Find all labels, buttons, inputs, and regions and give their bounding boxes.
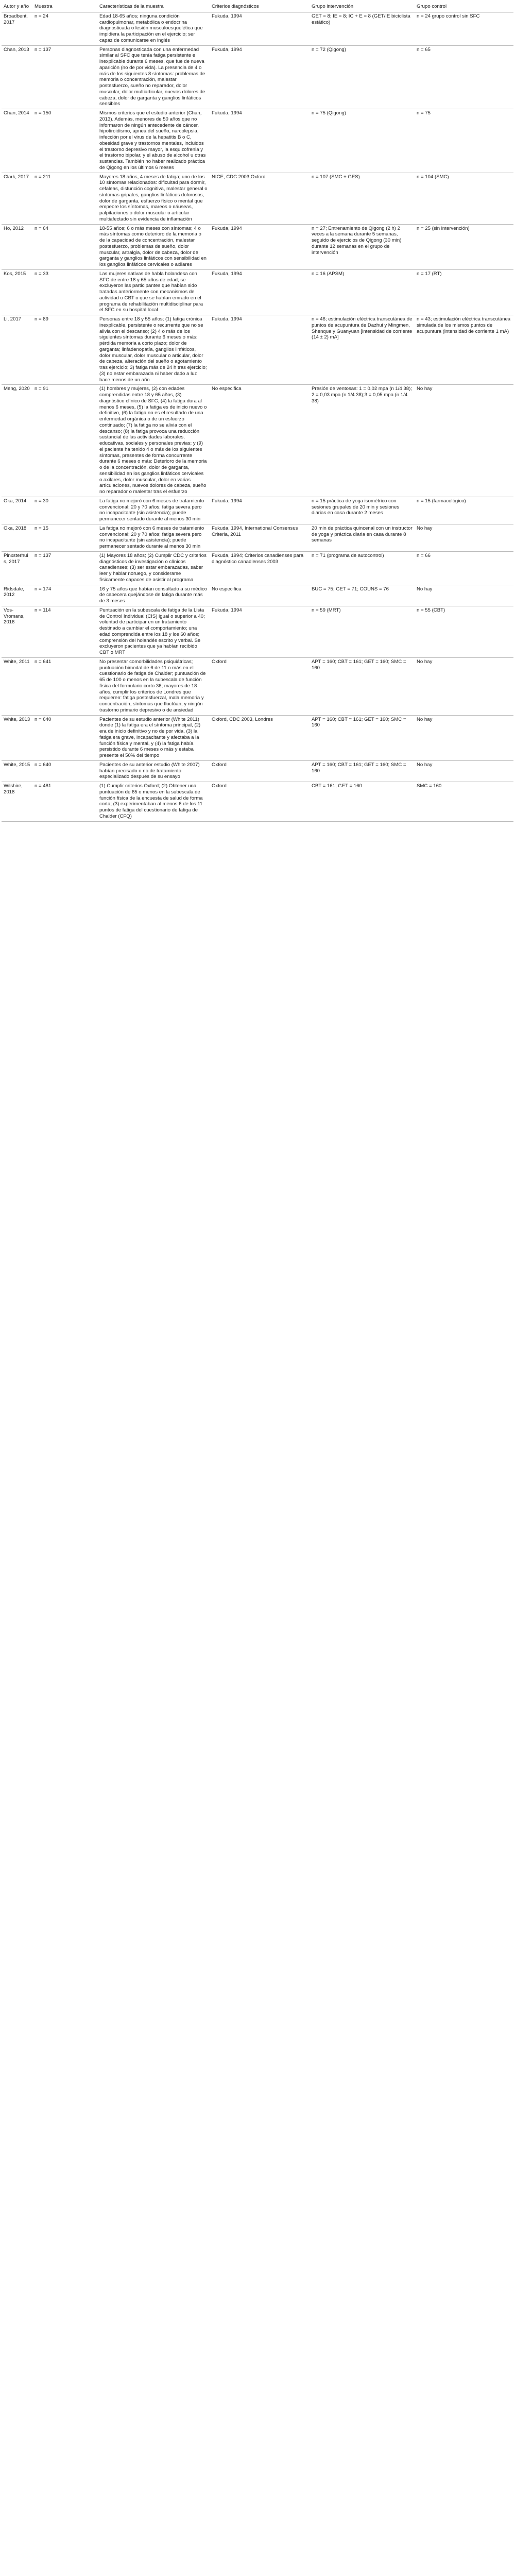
cell-characteristics: Edad 18-65 años; ninguna condición cardiopulmonar, metabólica o endocrina diagnosticada o lesión musculoesquelética que impidiera la participación en el ejercicio; ser capaz de comunicarse en inglés xyxy=(97,12,210,45)
cell-characteristics: Personas entre 18 y 55 años; (1) fatiga crónica inexplicable, persistente o recurrente que no se alivia con el descanso; (2) 4 o más de los siguientes síntomas durante 6 meses o más: pérdida memoria a corto plazo; dolor de garganta; linfadenopatía, ganglios linfáticos, dolor muscular, dolor muscular o articular, dolor de cabeza, alteración del sueño o agotamiento tras ejercicio; 3) fatiga más de 24 h tras ejercicio; (3) no estar embarazada ni haber dado a luz hace menos de un año xyxy=(97,315,210,385)
cell-criteria: NICE, CDC 2003;Oxford xyxy=(210,173,310,224)
cell-control: No hay xyxy=(415,657,513,715)
document-page xyxy=(2,2,513,822)
cell-characteristics: (1) hombres y mujeres, (2) con edades comprendidas entre 18 y 65 años, (3) diagnóstico clínico de SFC, (4) la fatiga dura al menos 6 meses, (5) la fatiga es de inicio nuevo o definitivo, (6) la fatiga no es el resultado de una enfermedad orgánica o de un esfuerzo continuado; (7) la fatiga no se alivia con el descanso; (8) la fatiga provoca una reducción sustancial de las actividades laborales, educativas, sociales y personales previas; y (9) el paciente ha tenido 4 o más de los siguientes síntomas, presentes de forma concurrente durante 6 meses o más: Deterioro de la memoria o de la concentración, dolor de garganta, sensibilidad en los ganglios linfáticos cervicales o axilares, dolor muscular, dolor en varias articulaciones, nuevos dolores de cabeza, sueño no reparador o malestar tras el esfuerzo xyxy=(97,385,210,497)
cell-sample: n = 640 xyxy=(32,760,97,782)
cell-author: Broadbent, 2017 xyxy=(2,12,32,45)
cell-criteria: Fukuda, 1994 xyxy=(210,315,310,385)
cell-sample: n = 91 xyxy=(32,385,97,497)
cell-intervention: n = 16 (APSM) xyxy=(310,269,415,315)
studies-table xyxy=(2,2,513,822)
cell-control: n = 66 xyxy=(415,551,513,585)
cell-intervention: n = 107 (SMC + GES) xyxy=(310,173,415,224)
cell-control: n = 55 (CBT) xyxy=(415,606,513,657)
cell-sample: n = 137 xyxy=(32,45,97,109)
cell-author: Ho, 2012 xyxy=(2,224,32,269)
cell-control: n = 43; estimulación eléctrica transcutánea simulada de los mismos puntos de acupuntura (intensidad de corriente 1 mA) xyxy=(415,315,513,385)
cell-criteria: Fukuda, 1994 xyxy=(210,12,310,45)
cell-author: Ridsdale, 2012 xyxy=(2,585,32,606)
cell-characteristics: Personas diagnosticada con una enfermedad similar al SFC que tenía fatiga persistente e inexplicable durante 6 meses, que fue de nueva aparición (no de por vida). La presencia de 4 o más de los siguientes 8 síntomas: problemas de memoria o concentración, malestar postesfuerzo, sueño no reparador, dolor muscular, dolor multiarticular, nuevos dolores de cabeza, dolor de garganta y ganglios linfáticos sensibles xyxy=(97,45,210,109)
cell-criteria: Fukuda, 1994 xyxy=(210,269,310,315)
cell-criteria: Oxford xyxy=(210,657,310,715)
cell-criteria: Fukuda, 1994 xyxy=(210,606,310,657)
header-criteria: Criterios diagnósticos xyxy=(210,2,310,12)
cell-intervention: n = 72 (Qigong) xyxy=(310,45,415,109)
cell-intervention: 20 min de práctica quincenal con un instructor de yoga y práctica diaria en casa durante 8 semanas xyxy=(310,524,415,551)
table-row xyxy=(2,657,513,715)
cell-intervention: n = 46; estimulación eléctrica transcutánea de puntos de acupuntura de Dazhui y Mingmen, Shenque y Guanyuan [intensidad de corriente (14 ± 2) mA] xyxy=(310,315,415,385)
cell-sample: n = 481 xyxy=(32,782,97,822)
cell-control: n = 15 (farmacológico) xyxy=(415,497,513,524)
cell-intervention: n = 75 (Qigong) xyxy=(310,109,415,173)
header-sample: Muestra xyxy=(32,2,97,12)
cell-intervention: APT = 160; CBT = 161; GET = 160; SMC = 160 xyxy=(310,760,415,782)
cell-control: n = 25 (sin intervención) xyxy=(415,224,513,269)
cell-criteria: Oxford xyxy=(210,760,310,782)
cell-criteria: No especifica xyxy=(210,385,310,497)
cell-criteria: Fukuda, 1994 xyxy=(210,497,310,524)
table-row xyxy=(2,269,513,315)
cell-sample: n = 211 xyxy=(32,173,97,224)
cell-control: n = 17 (RT) xyxy=(415,269,513,315)
table-row xyxy=(2,385,513,497)
cell-author: Li, 2017 xyxy=(2,315,32,385)
cell-intervention: APT = 160; CBT = 161; GET = 160; SMC = 160 xyxy=(310,715,415,760)
cell-author: Pinxsterhuis, 2017 xyxy=(2,551,32,585)
cell-sample: n = 150 xyxy=(32,109,97,173)
table-body xyxy=(2,12,513,821)
table-row xyxy=(2,585,513,606)
table-row xyxy=(2,315,513,385)
table-row xyxy=(2,715,513,760)
cell-sample: n = 89 xyxy=(32,315,97,385)
cell-intervention: BUC = 75; GET = 71; COUNS = 76 xyxy=(310,585,415,606)
table-row xyxy=(2,12,513,45)
table-header-row xyxy=(2,2,513,12)
cell-control: No hay xyxy=(415,715,513,760)
cell-intervention: Presión de ventosas: 1 = 0,02 mpa (n 1/4 38); 2 = 0,03 mpa (n 1/4 38);3 = 0,05 mpa (n 1/4 38) xyxy=(310,385,415,497)
cell-criteria: Fukuda, 1994 xyxy=(210,45,310,109)
table-row xyxy=(2,782,513,822)
cell-author: Chan, 2014 xyxy=(2,109,32,173)
header-author: Autor y año xyxy=(2,2,32,12)
cell-intervention: CBT = 161; GET = 160 xyxy=(310,782,415,822)
cell-sample: n = 137 xyxy=(32,551,97,585)
cell-characteristics: No presentar comorbilidades psiquiátricas; puntuación bimodal de 6 de 11 o más en el cuestionario de fatiga de Chalder; puntuación de 65 de 100 o menos en la subescala de función física del formulario corto 36; mayores de 18 años, cumplir los criterios de Londres que requieren: fatiga postesfuerzal, mala memoria y concentración, síntomas que fluctúan, y ningún trastorno primario depresivo o de ansiedad xyxy=(97,657,210,715)
cell-control: SMC = 160 xyxy=(415,782,513,822)
cell-control: n = 104 (SMC) xyxy=(415,173,513,224)
table-row xyxy=(2,224,513,269)
cell-criteria: Oxford xyxy=(210,782,310,822)
cell-sample: n = 640 xyxy=(32,715,97,760)
cell-control: n = 24 grupo control sin SFC xyxy=(415,12,513,45)
cell-characteristics: (1) Mayores 18 años; (2) Cumplir CDC y criterios diagnósticos de investigación o clínicos canadienses; (3) ser estar embarazadas, saber leer y hablar noruego, y considerarse físicamente capaces de asistir al programa xyxy=(97,551,210,585)
cell-control: No hay xyxy=(415,385,513,497)
cell-author: Oka, 2014 xyxy=(2,497,32,524)
table-row xyxy=(2,524,513,551)
table-row xyxy=(2,760,513,782)
cell-author: Wilshire, 2018 xyxy=(2,782,32,822)
cell-author: Oka, 2018 xyxy=(2,524,32,551)
cell-control: n = 75 xyxy=(415,109,513,173)
cell-sample: n = 15 xyxy=(32,524,97,551)
cell-characteristics: (1) Cumplir criterios Oxford; (2) Obtener una puntuación de 65 o menos en la subescala de función física de la encuesta de salud de forma corta; (3) experimentaban al menos 6 de los 11 puntos de fatiga del cuestionario de fatiga de Chalder (CFQ) xyxy=(97,782,210,822)
table-row xyxy=(2,45,513,109)
cell-control: No hay xyxy=(415,585,513,606)
cell-characteristics: Mismos criterios que el estudio anterior (Chan, 2013). Además, menores de 50 años que no informaron de ningún antecedente de cáncer, hipotiroidismo, apnea del sueño, narcolepsia, infección por el virus de la hepatitis B o C, obesidad grave y trastornos mentales, incluidos el trastorno depresivo mayor, la esquizofrenia y el trastorno bipolar, y el abuso de alcohol u otras sustancias. También no haber realizado práctica de Qigong en los últimos 6 meses xyxy=(97,109,210,173)
cell-criteria: Fukuda, 1994; Criterios canadienses para diagnóstico canadienses 2003 xyxy=(210,551,310,585)
cell-sample: n = 24 xyxy=(32,12,97,45)
table-header xyxy=(2,2,513,12)
cell-characteristics: 18-55 años; 6 o más meses con síntomas; 4 o más síntomas como deterioro de la memoria o de la capacidad de concentración, malestar postesfuerzo, problemas de sueño, dolor muscular, artralgia, dolor de cabeza, dolor de garganta y ganglios linfáticos con sensibilidad en los ganglios linfáticos cervicales o axilares xyxy=(97,224,210,269)
cell-characteristics: 16 y 75 años que habían consultado a su médico de cabecera quejándose de fatiga durante más de 3 meses xyxy=(97,585,210,606)
table-row xyxy=(2,497,513,524)
cell-sample: n = 30 xyxy=(32,497,97,524)
cell-characteristics: La fatiga no mejoró con 6 meses de tratamiento convencional; 20 y 70 años; fatiga severa pero no incapacitante (sin asistencia); puede permanecer sentado durante al menos 30 min xyxy=(97,524,210,551)
cell-control: No hay xyxy=(415,524,513,551)
cell-intervention: n = 27; Entrenamiento de Qigong (2 h) 2 veces a la semana durante 5 semanas, seguido de ejercicios de Qigong (30 min) durante 12 semanas en el grupo de intervención xyxy=(310,224,415,269)
cell-characteristics: Mayores 18 años, 4 meses de fatiga; uno de los 10 síntomas relacionados: dificultad para dormir, cefaleas, disfunción cognitiva, malestar general o síntomas gripales, ganglios linfáticos dolorosos, dolor de garganta, esfuerzo físico o mental que empeore los síntomas, mareos o náuseas, palpitaciones o dolor muscular o articular multiafectado sin evidencia de inflamación xyxy=(97,173,210,224)
cell-criteria: No especifica xyxy=(210,585,310,606)
cell-author: White, 2011 xyxy=(2,657,32,715)
cell-author: White, 2013 xyxy=(2,715,32,760)
cell-sample: n = 174 xyxy=(32,585,97,606)
cell-criteria: Fukuda, 1994, International Consensus Criteria, 2011 xyxy=(210,524,310,551)
cell-intervention: n = 15 práctica de yoga isométrico con sesiones grupales de 20 min y sesiones diarias en casa durante 2 meses xyxy=(310,497,415,524)
cell-characteristics: Pacientes de su estudio anterior (White 2011) donde (1) la fatiga era el síntoma principal, (2) era de inicio definitivo y no de por vida, (3) la fatiga era grave, incapacitante y afectaba a la función física y mental, y (4) la fatiga había persistido durante 6 meses o más y estaba presente el 50% del tiempo xyxy=(97,715,210,760)
cell-sample: n = 64 xyxy=(32,224,97,269)
header-control: Grupo control xyxy=(415,2,513,12)
cell-criteria: Fukuda, 1994 xyxy=(210,109,310,173)
cell-characteristics: Puntuación en la subescala de fatiga de la Lista de Control Individual (CIS) igual o superior a 40; voluntad de participar en un tratamiento destinado a cambiar el comportamiento; una edad comprendida entre los 18 y los 60 años; comprensión del holandés escrito y verbal. Se excluyeron pacientes que ya habían recibido CBT o MRT xyxy=(97,606,210,657)
cell-characteristics: Las mujeres nativas de habla holandesa con SFC de entre 18 y 65 años de edad; se excluyeron las participantes que habían sido tratadas anteriormente con mecanismos de actividad o CBT o que se habían emrado en el programa de rehabilitación multidisciplinar para el SFC en su hospital local xyxy=(97,269,210,315)
cell-criteria: Oxford, CDC 2003, Londres xyxy=(210,715,310,760)
cell-intervention: n = 71 (programa de autocontrol) xyxy=(310,551,415,585)
cell-criteria: Fukuda, 1994 xyxy=(210,224,310,269)
cell-author: Kos, 2015 xyxy=(2,269,32,315)
table-row xyxy=(2,173,513,224)
table-row xyxy=(2,551,513,585)
cell-intervention: APT = 160; CBT = 161; GET = 160; SMC = 160 xyxy=(310,657,415,715)
cell-author: White, 2015 xyxy=(2,760,32,782)
cell-characteristics: Pacientes de su anterior estudio (White 2007) habían precisado o no de tratamiento especializado después de su ensayo xyxy=(97,760,210,782)
cell-author: Meng, 2020 xyxy=(2,385,32,497)
cell-intervention: n = 59 (MRT) xyxy=(310,606,415,657)
table-row xyxy=(2,109,513,173)
cell-sample: n = 641 xyxy=(32,657,97,715)
cell-intervention: GET = 8; IE = 8; IC + E = 8 (GET/IE bicíclista estático) xyxy=(310,12,415,45)
header-characteristics: Características de la muestra xyxy=(97,2,210,12)
cell-characteristics: La fatiga no mejoró con 6 meses de tratamiento convencional; 20 y 70 años; fatiga severa pero no incapacitante (sin asistencia); puede permanecer sentado durante al menos 30 min xyxy=(97,497,210,524)
header-intervention: Grupo intervención xyxy=(310,2,415,12)
table-row xyxy=(2,606,513,657)
cell-sample: n = 33 xyxy=(32,269,97,315)
cell-author: Clark, 2017 xyxy=(2,173,32,224)
cell-control: n = 65 xyxy=(415,45,513,109)
cell-control: No hay xyxy=(415,760,513,782)
cell-sample: n = 114 xyxy=(32,606,97,657)
cell-author: Chan, 2013 xyxy=(2,45,32,109)
cell-author: Vos-Vromans, 2016 xyxy=(2,606,32,657)
